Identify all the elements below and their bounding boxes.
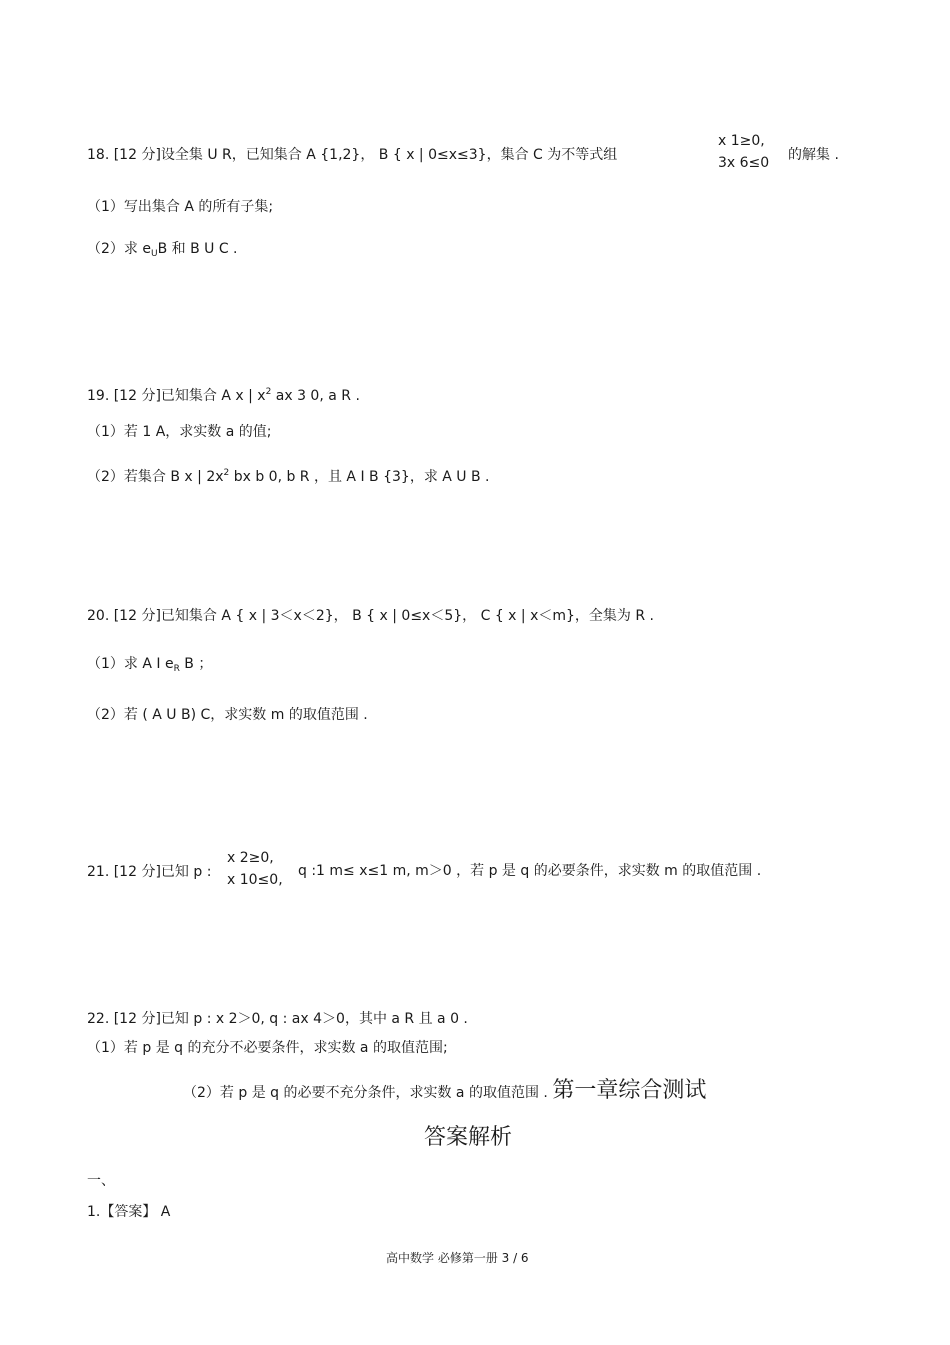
- q22-stem: 22. [12 分]已知 p : x 2＞0, q : ax 4＞0，其中 a R 且 a 0 .: [87, 1011, 468, 1027]
- q18-stem-end: 的解集 .: [788, 147, 839, 163]
- q21-stem-end: q :1 m≤ x≤1 m, m＞0 ，若 p 是 q 的必要条件，求实数 m 的取值范围 .: [298, 863, 762, 879]
- q18-part-2: （2）求 $e_UB$ 和 B U C .: [87, 241, 238, 259]
- q18-system-line-1: x 1≥0,: [718, 133, 765, 149]
- q18-system-line-2: 3x 6≤0: [718, 155, 770, 171]
- q18-inequality-system: [718, 132, 769, 176]
- q18-stem-text: 18. [12 分]设全集 U R，已知集合 A {1,2}， B { x | 0≤x≤3}，集合 C 为不等式组: [87, 147, 618, 163]
- answer-1: 1.【答案】 A: [87, 1204, 171, 1220]
- q22-part-1: （1）若 p 是 q 的充分不必要条件，求实数 a 的取值范围;: [87, 1040, 448, 1056]
- q21-inequality-system: [227, 849, 283, 893]
- q20-part-1: （1）求 A I $e_R$ B ；: [87, 656, 213, 674]
- q19-stem: 19. [12 分]已知集合 A x | $x^2$ ax 3 0, a R .: [87, 387, 360, 404]
- q21-system-line-2: x 10≤0,: [227, 872, 283, 888]
- q19-part-1: （1）若 1 A，求实数 a 的值;: [87, 424, 272, 440]
- chapter-title: 第一章综合测试: [552, 1078, 707, 1103]
- q21-stem-start: 21. [12 分]已知 p :: [87, 864, 212, 880]
- q22-part-2: （2）若 p 是 q 的必要不充分条件，求实数 a 的取值范围 . 第一章综合测试: [183, 1078, 707, 1103]
- q20-part-2: （2）若 ( A U B) C，求实数 m 的取值范围 .: [87, 707, 368, 723]
- q18-stem: [87, 146, 617, 164]
- page-footer: 高中数学 必修第一册 3 / 6: [386, 1251, 529, 1265]
- q18-part-1: （1）写出集合 A 的所有子集;: [87, 199, 274, 215]
- answer-heading: 答案解析: [424, 1125, 513, 1150]
- q20-stem: 20. [12 分]已知集合 A { x | 3＜x＜2}， B { x | 0≤x＜5}， C { x | x＜m}，全集为 R .: [87, 608, 654, 624]
- q19-part-2: （2）若集合 B x | $2x^2$ bx b 0, b R ，且 A I B {3}，求 A U B .: [87, 468, 490, 485]
- q21-system-line-1: x 2≥0,: [227, 850, 274, 866]
- section-one-label: 一、: [87, 1173, 115, 1189]
